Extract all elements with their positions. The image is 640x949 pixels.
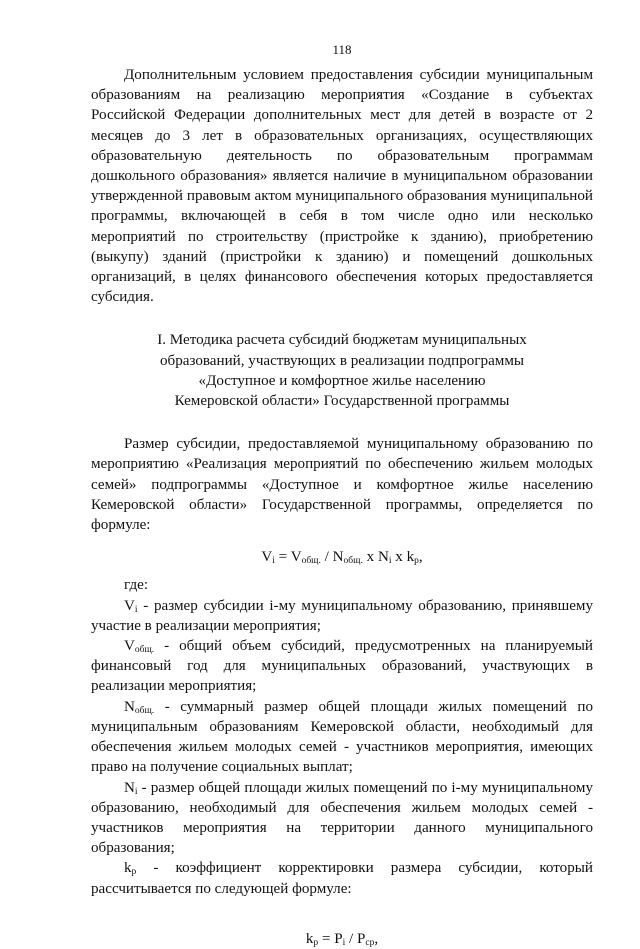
where-label: где: — [124, 577, 149, 594]
heading-line-4: Кемеровской области» Государственной программы — [174, 393, 510, 410]
definition-nobsch: $N_{общ.}$ - суммарный размер общей площади жилых помещений по муниципальным образованиям Кемеровской области, необходимый для обеспечения жильем молодых семей - участников мероприятия, имеющих право на получение социальных выплат; — [91, 698, 593, 776]
formula-kp: $k_p = P_i / P_{ср}$, — [305, 930, 379, 948]
definition-vi: $V_i$ - размер субсидии i-му муниципальному образованию, принявшему участие в реализации мероприятия; — [91, 597, 593, 634]
section-heading — [91, 330, 593, 411]
definition-ni: $N_i$ - размер общей площади жилых помещений по i-му муниципальному образованию, необходимый для обеспечения жильем молодых семей - участников мероприятия на территории данного муниципального образования; — [91, 779, 593, 857]
definition-kp: $k_p$ - коэффициент корректировки размера субсидии, который рассчитывается по следующей формуле: — [91, 860, 593, 897]
size-paragraph: Размер субсидии, предоставляемой муниципальному образованию по мероприятию «Реализация мероприятий по обеспечению жильем молодых семей» подпрограммы «Доступное и комфортное жилье населению Кемеровской области» Государственной программы, определяется по формуле: — [91, 436, 593, 534]
heading-line-3: «Доступное и комфортное жилье населению — [198, 372, 486, 389]
formula-main: $V_i = V_{общ.} / N_{общ.}$ x $N_i$ x $k_p$, — [261, 549, 423, 567]
heading-line-2: образований, участвующих в реализации подпрограммы — [159, 352, 525, 369]
definition-vobsch: $V_{общ.}$ - общий объем субсидий, предусмотренных на планируемый финансовый год для муниципальных образований, участвующих в реализации мероприятия; — [91, 638, 593, 695]
intro-paragraph: Дополнительным условием предоставления субсидии муниципальным образованиям на реализацию мероприятия «Создание в субъектах Российской Федерации дополнительных мест для детей в возрасте от 2 месяцев до 3 лет в образовательных организациях, осуществляющих образовательную деятельность по образовательным программам дошкольного образования» является наличие в муниципальном образовании утвержденной правовым актом муниципального образования муниципальной программы, включающей в себя в том числе одно или несколько мероприятий по строительству (пристройке к зданию), приобретению (выкупу) зданий (пристройки к зданию) и помещений дошкольных организаций, в целях финансового обеспечения которых предоставляется субсидия. — [91, 67, 593, 306]
page-number: 118 — [332, 42, 352, 57]
heading-line-1: I. Методика расчета субсидий бюджетам муниципальных — [157, 332, 527, 349]
